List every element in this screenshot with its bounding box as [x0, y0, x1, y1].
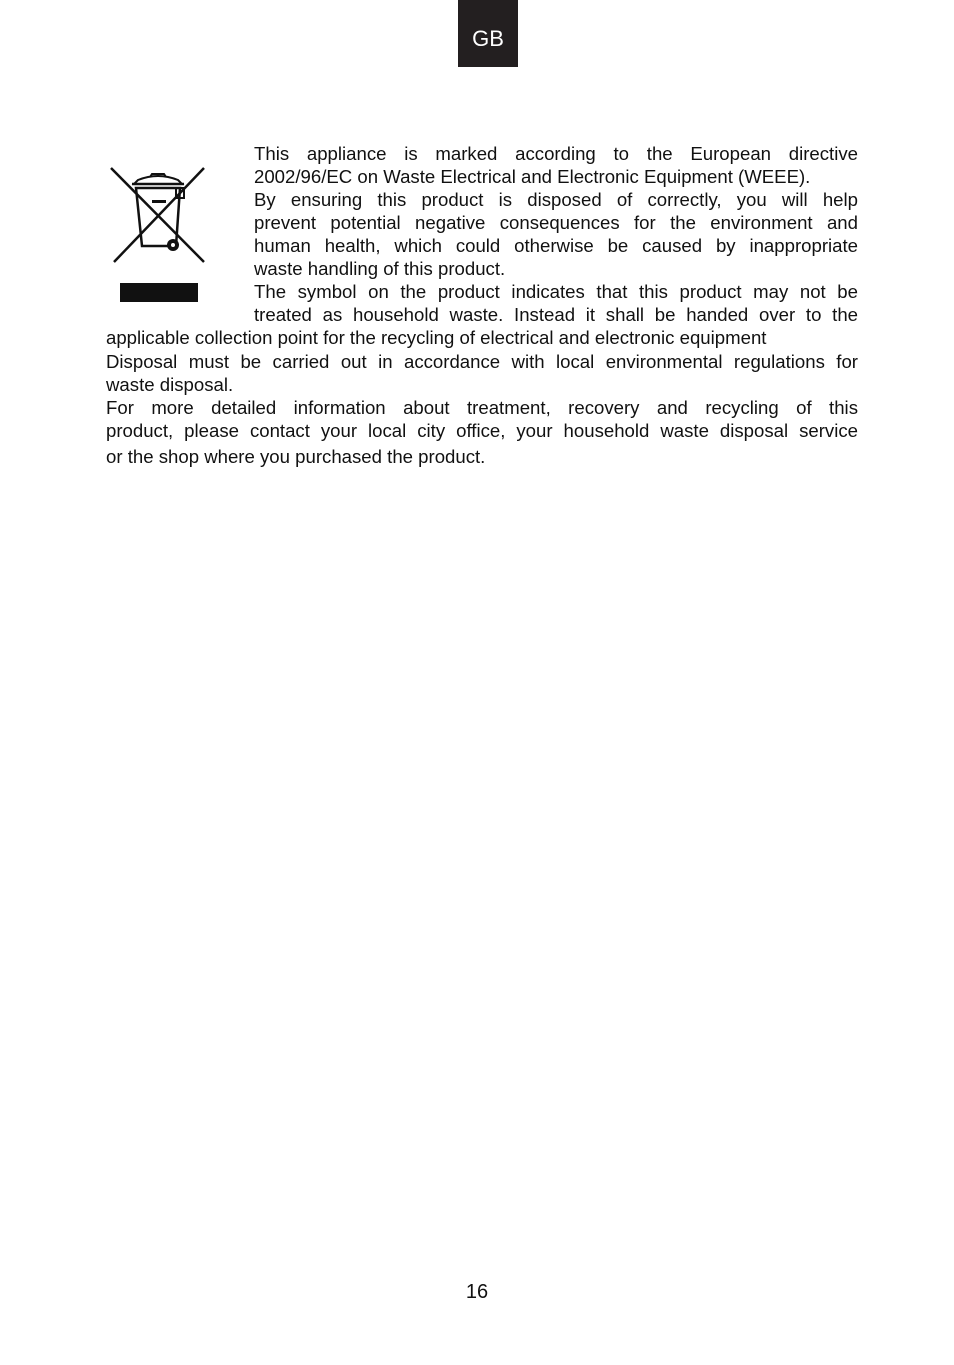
notice-line-3: By ensuring this product is disposed of correctly, you will help [254, 189, 858, 210]
notice-line-12: For more detailed information about treatment, recovery and recycling of this [106, 397, 858, 418]
language-tab [458, 0, 518, 67]
notice-line-11: waste disposal. [106, 374, 234, 395]
notice-line-14: or the shop where you purchased the product. [106, 446, 486, 467]
notice-line-7: The symbol on the product indicates that this product may not be [254, 281, 858, 302]
notice-line-8: treated as household waste. Instead it shall be handed over to the [254, 304, 858, 325]
notice-line-10: Disposal must be carried out in accordance with local environmental regulations for [106, 351, 858, 372]
notice-line-2: 2002/96/EC on Waste Electrical and Electronic Equipment (WEEE). [254, 166, 811, 187]
language-code: GB [472, 25, 504, 51]
page-number: 16 [465, 1281, 489, 1303]
notice-line-13: product, please contact your local city office, your household waste disposal service [106, 420, 858, 441]
notice-line-1: This appliance is marked according to the European directive [254, 143, 858, 164]
notice-line-9: applicable collection point for the recycling of electrical and electronic equipment [106, 327, 767, 348]
crossed-out-wheelie-bin-icon [108, 164, 208, 304]
notice-line-4: prevent potential negative consequences for the environment and [254, 212, 858, 233]
notice-line-6: waste handling of this product. [254, 258, 506, 279]
notice-line-5: human health, which could otherwise be caused by inappropriate [254, 235, 858, 256]
